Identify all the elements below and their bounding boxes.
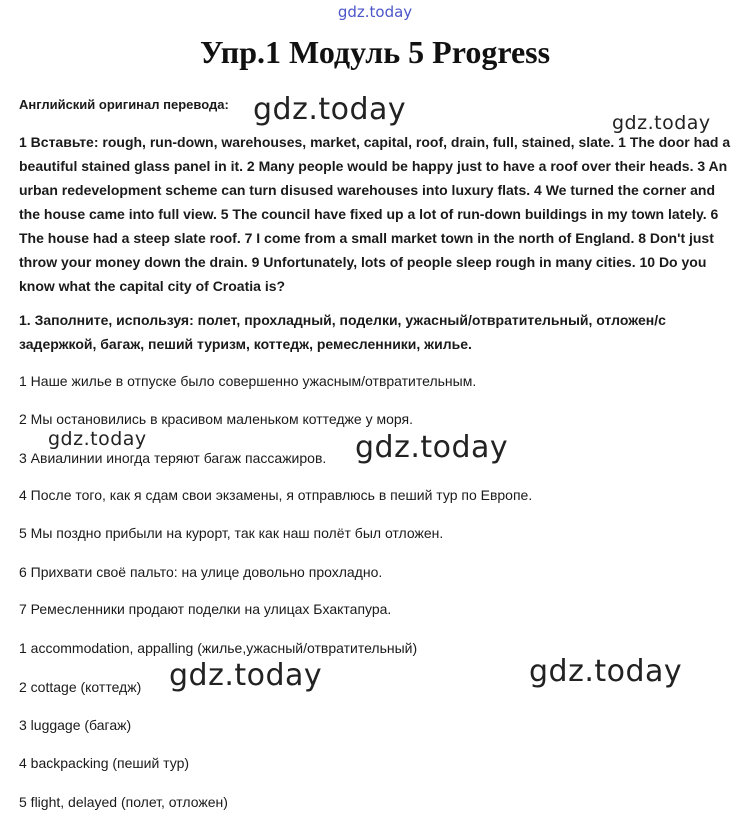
answer-item: 1 accommodation, appalling (жилье,ужасный/отвратительный): [19, 640, 418, 656]
page-title: Упр.1 Модуль 5 Progress: [199, 34, 551, 70]
watermark-top: gdz.today: [337, 3, 413, 21]
sentence-item: 2 Мы остановились в красивом маленьком коттедже у моря.: [19, 411, 413, 427]
answer-item: 3 luggage (багаж): [19, 717, 132, 733]
answer-item: 5 flight, delayed (полет, отложен): [19, 794, 228, 810]
watermark: gdz.today: [612, 112, 711, 134]
exercise-english: 1 Вставьте: rough, run-down, warehouses, market, capital, roof, drain, full, stained, slate. 1 The door had a beautiful stained glass panel in it. 2 Many people would be happy just to have a roof over their heads. 3 An urban redevelopment scheme can turn disused warehouses into luxury flats. 4 We turned the corner and the house came into full view. 5 The council have fixed up a lot of run-down buildings in my town lately. 6 The house had a steep slate roof. 7 I come from a small market town in the north of England. 8 Don't just throw your money down the drain. 9 Unfortunately, lots of people sleep rough in many cities. 10 Do you know what the capital city of Croatia is?: [19, 134, 731, 294]
sentence-item: 5 Мы поздно прибыли на курорт, так как наш полёт был отложен.: [19, 525, 444, 541]
sentence-item: 7 Ремесленники продают поделки на улицах Бхактапура.: [19, 601, 392, 617]
sentence-item: 4 После того, как я сдам свои экзамены, я отправлюсь в пеший тур по Европе.: [19, 487, 533, 503]
answer-item: 2 cottage (коттедж): [19, 679, 142, 695]
watermark: gdz.today: [355, 430, 509, 465]
sentence-item: 3 Авиалинии иногда теряют багаж пассажиров.: [19, 450, 327, 466]
sentence-item: 6 Прихвати своё пальто: на улице довольно прохладно.: [19, 564, 383, 580]
answer-item: 4 backpacking (пеший тур): [19, 755, 190, 771]
subtitle: Английский оригинал перевода:: [19, 97, 229, 112]
sentence-item: 1 Наше жилье в отпуске было совершенно ужасным/отвратительным.: [19, 373, 477, 389]
watermark: gdz.today: [529, 654, 683, 689]
watermark: gdz.today: [253, 92, 407, 127]
watermark: gdz.today: [48, 428, 147, 450]
watermark: gdz.today: [169, 658, 323, 693]
exercise-russian-heading: 1. Заполните, используя: полет, прохладный, поделки, ужасный/отвратительный, отложен/с задержкой, багаж, пеший туризм, коттедж, ремесленники, жилье.: [19, 312, 666, 352]
